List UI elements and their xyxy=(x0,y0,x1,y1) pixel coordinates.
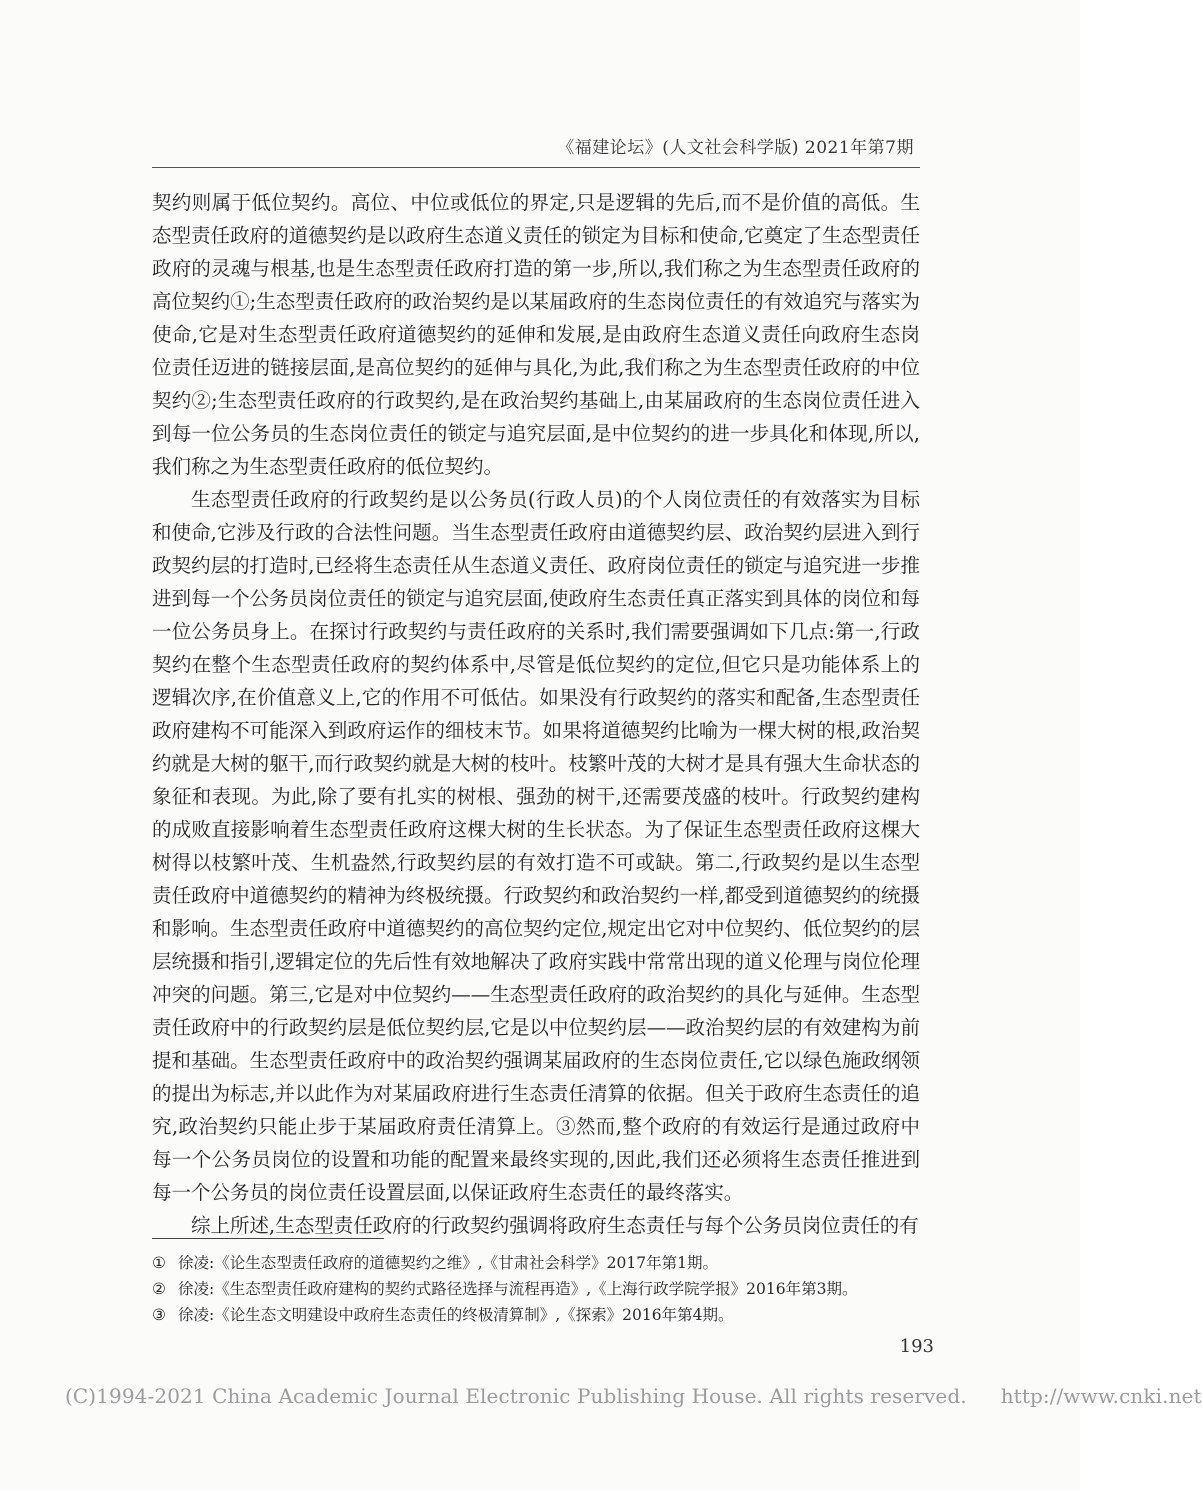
article-body xyxy=(152,186,920,1242)
page-number: 193 xyxy=(899,1336,934,1357)
footnote-text: 徐凌:《论生态文明建设中政府生态责任的终极清算制》,《探索》2016年第4期。 xyxy=(178,1306,734,1324)
footnote-text: 徐凌:《生态型责任政府建构的契约式路径选择与流程再造》,《上海行政学院学报》2016年第3期。 xyxy=(178,1280,858,1298)
copyright-text: (C)1994-2021 China Academic Journal Electronic Publishing House. All rights reserved. xyxy=(65,1384,967,1408)
footnote-2 xyxy=(152,1276,920,1302)
footnote-3 xyxy=(152,1302,920,1328)
footnotes xyxy=(152,1250,920,1328)
copyright-line xyxy=(65,1384,1202,1408)
footnote-marker: ③ xyxy=(152,1306,166,1324)
paragraph: 生态型责任政府的行政契约是以公务员(行政人员)的个人岗位责任的有效落实为目标和使命,它涉及行政的合法性问题。当生态型责任政府由道德契约层、政治契约层进入到行政契约层的打造时,已经将生态责任从生态道义责任、政府岗位责任的锁定与追究进一步推进到每一个公务员岗位责任的锁定与追究层面,使政府生态责任真正落实到具体的岗位和每一位公务员身上。在探讨行政契约与责任政府的关系时,我们需要强调如下几点:第一,行政契约在整个生态型责任政府的契约体系中,尽管是低位契约的定位,但它只是功能体系上的逻辑次序,在价值意义上,它的作用不可低估。如果没有行政契约的落实和配备,生态型责任政府建构不可能深入到政府运作的细枝末节。如果将道德契约比喻为一棵大树的根,政治契约就是大树的躯干,而行政契约就是大树的枝叶。枝繁叶茂的大树才是具有强大生命状态的象征和表现。为此,除了要有扎实的树根、强劲的树干,还需要茂盛的枝叶。行政契约建构的成败直接影响着生态型责任政府这棵大树的生长状态。为了保证生态型责任政府这棵大树得以枝繁叶茂、生机盎然,行政契约层的有效打造不可或缺。第二,行政契约是以生态型责任政府中道德契约的精神为终极统摄。行政契约和政治契约一样,都受到道德契约的统摄和影响。生态型责任政府中道德契约的高位契约定位,规定出它对中位契约、低位契约的层层统摄和指引,逻辑定位的先后性有效地解决了政府实践中常常出现的道义伦理与岗位伦理冲突的问题。第三,它是对中位契约——生态型责任政府的政治契约的具化与延伸。生态型责任政府中的行政契约层是低位契约层,它是以中位契约层——政治契约层的有效建构为前提和基础。生态型责任政府中的政治契约强调某届政府的生态岗位责任,它以绿色施政纲领的提出为标志,并以此作为对某届政府进行生态责任清算的依据。但关于政府生态责任的追究,政治契约只能止步于某届政府责任清算上。③然而,整个政府的有效运行是通过政府中每一个公务员岗位的设置和功能的配置来最终实现的,因此,我们还必须将生态责任推进到每一个公务员的岗位责任设置层面,以保证政府生态责任的最终落实。 xyxy=(152,488,920,1204)
paragraph-continued: 契约则属于低位契约。高位、中位或低位的界定,只是逻辑的先后,而不是价值的高低。生态型责任政府的道德契约是以政府生态道义责任的锁定为目标和使命,它奠定了生态型责任政府的灵魂与根基,也是生态型责任政府打造的第一步,所以,我们称之为生态型责任政府的高位契约①;生态型责任政府的政治契约是以某届政府的生态岗位责任的有效追究与落实为使命,它是对生态型责任政府道德契约的延伸和发展,是由政府生态道义责任向政府生态岗位责任迈进的链接层面,是高位契约的延伸与具化,为此,我们称之为生态型责任政府的中位契约②;生态型责任政府的行政契约,是在政治契约基础上,由某届政府的生态岗位责任进入到每一位公务员的生态岗位责任的锁定与追究层面,是中位契约的进一步具化和体现,所以,我们称之为生态型责任政府的低位契约。 xyxy=(152,191,920,478)
paragraph: 综上所述,生态型责任政府的行政契约强调将政府生态责任与每个公务员岗位责任的有 xyxy=(191,1214,919,1237)
footnote-text: 徐凌:《论生态型责任政府的道德契约之维》,《甘肃社会科学》2017年第1期。 xyxy=(178,1254,718,1272)
footnote-rule xyxy=(152,1238,384,1239)
footnote-marker: ① xyxy=(152,1254,166,1272)
running-header: 《福建论坛》(人文社会科学版) 2021年第7期 xyxy=(557,138,914,158)
footnote-1 xyxy=(152,1250,920,1276)
header-rule xyxy=(152,167,920,168)
footnote-marker: ② xyxy=(152,1280,166,1298)
copyright-url: http://www.cnki.net xyxy=(1000,1384,1202,1408)
